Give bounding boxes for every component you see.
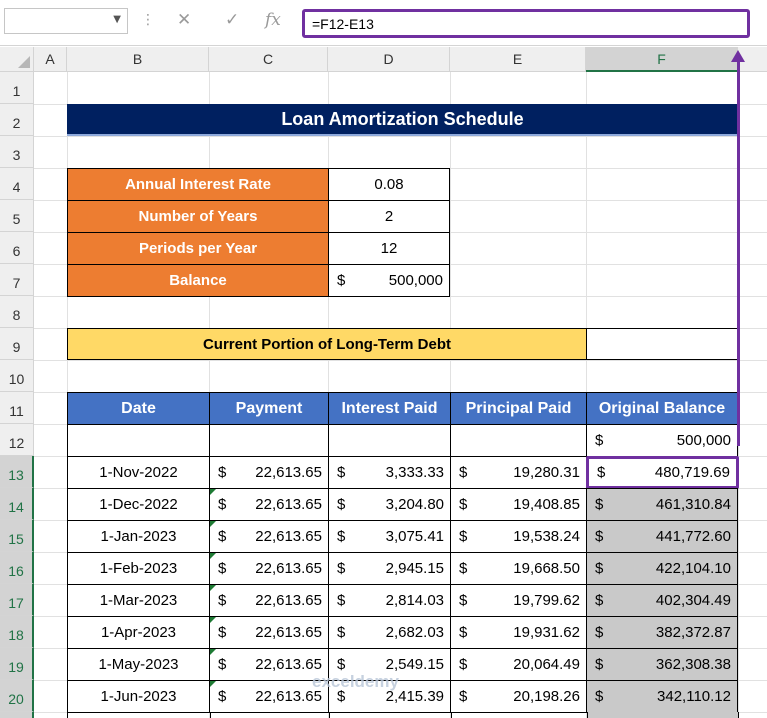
amount: 19,668.50: [513, 560, 580, 577]
error-indicator-icon: [210, 553, 216, 559]
currency-symbol: $: [459, 560, 468, 577]
currency-symbol: $: [595, 656, 604, 673]
date-cell[interactable]: 1-Jan-2023: [67, 520, 210, 553]
currency-symbol: $: [218, 624, 227, 641]
table-row: [67, 488, 738, 521]
row-header-20[interactable]: 20: [0, 680, 34, 712]
balance-cell[interactable]: [586, 616, 738, 649]
select-all-triangle-icon: [18, 56, 30, 68]
payment-cell[interactable]: [209, 456, 329, 489]
row-header-7[interactable]: 7: [0, 264, 34, 296]
amount: 19,280.31: [513, 464, 580, 481]
amount: 22,613.65: [255, 688, 322, 705]
row-header-21[interactable]: [0, 712, 34, 718]
principal-cell[interactable]: [450, 520, 587, 553]
principal-cell[interactable]: [450, 616, 587, 649]
date-cell[interactable]: 1-Dec-2022: [67, 488, 210, 521]
table-row: [67, 456, 738, 489]
date-cell[interactable]: 1-Apr-2023: [67, 616, 210, 649]
column-header-c[interactable]: C: [209, 47, 328, 72]
currency-symbol: $: [595, 496, 604, 513]
table-cell[interactable]: [328, 424, 451, 457]
insert-function-icon[interactable]: fx: [265, 10, 281, 30]
amount: 20,198.26: [513, 688, 580, 705]
param-label-periods[interactable]: Periods per Year: [67, 232, 329, 265]
table-row-partial: [67, 712, 738, 718]
amount: 342,110.12: [657, 688, 731, 705]
amount: 22,613.65: [255, 528, 322, 545]
watermark: exceldemy: [312, 672, 399, 691]
row-header-17[interactable]: 17: [0, 584, 34, 616]
currency-symbol: $: [337, 688, 346, 705]
gridline: [34, 136, 767, 137]
currency-symbol: $: [218, 656, 227, 673]
currency-symbol: $: [595, 560, 604, 577]
column-header-f[interactable]: F: [586, 47, 738, 72]
amount: 22,613.65: [255, 496, 322, 513]
error-indicator-icon: [210, 521, 216, 527]
currency-symbol: $: [459, 688, 468, 705]
table-row: [67, 520, 738, 553]
principal-cell[interactable]: [450, 488, 587, 521]
amount: 22,613.65: [255, 624, 322, 641]
currency-symbol: $: [218, 592, 227, 609]
table-header-interest[interactable]: Interest Paid: [328, 392, 451, 425]
currency-symbol: $: [337, 624, 346, 641]
param-label-rate[interactable]: Annual Interest Rate: [67, 168, 329, 201]
principal-cell[interactable]: [450, 552, 587, 585]
principal-cell[interactable]: [450, 584, 587, 617]
table-row: [67, 648, 738, 681]
interest-cell[interactable]: [328, 520, 451, 553]
balance-cell[interactable]: [586, 648, 738, 681]
row-header-6[interactable]: 6: [0, 232, 34, 264]
more-options-icon: ⋮: [141, 12, 155, 28]
currency-symbol: $: [595, 528, 604, 545]
currency-symbol: $: [459, 464, 468, 481]
opening-balance-cell[interactable]: [586, 424, 738, 457]
amount: 19,408.85: [513, 496, 580, 513]
select-all-corner[interactable]: [0, 47, 34, 72]
amount: 3,075.41: [385, 528, 444, 545]
amount: 441,772.60: [655, 528, 731, 545]
column-header-b[interactable]: B: [67, 47, 209, 72]
date-cell[interactable]: 1-Feb-2023: [67, 552, 210, 585]
balance-cell[interactable]: [586, 488, 738, 521]
row-header-4[interactable]: 4: [0, 168, 34, 200]
payment-cell[interactable]: [209, 520, 329, 553]
table-row: [67, 680, 738, 713]
table-cell[interactable]: [67, 424, 210, 457]
row-header-5[interactable]: 5: [0, 200, 34, 232]
amount: 19,931.62: [513, 624, 580, 641]
amount: 500,000: [388, 272, 443, 289]
formula-bar: [0, 0, 767, 46]
row-header-1[interactable]: 1: [0, 72, 34, 104]
amount: 2,682.03: [385, 624, 444, 641]
currency-symbol: $: [337, 496, 346, 513]
amount: 22,613.65: [255, 560, 322, 577]
row-header-9[interactable]: 9: [0, 328, 34, 360]
table-cell[interactable]: [450, 424, 587, 457]
error-indicator-icon: [210, 585, 216, 591]
schedule-title[interactable]: Loan Amortization Schedule: [67, 104, 738, 136]
amount: 22,613.65: [255, 656, 322, 673]
column-header-d[interactable]: D: [328, 47, 450, 72]
amount: 20,064.49: [513, 656, 580, 673]
amount: 3,204.80: [385, 496, 444, 513]
interest-cell[interactable]: [328, 584, 451, 617]
payment-cell[interactable]: [209, 616, 329, 649]
chevron-down-icon[interactable]: ▼: [113, 14, 121, 25]
currency-symbol: $: [218, 496, 227, 513]
row-header-8[interactable]: 8: [0, 296, 34, 328]
row-header-11[interactable]: 11: [0, 392, 34, 424]
param-value-years[interactable]: 2: [328, 200, 450, 233]
date-cell[interactable]: 1-Mar-2023: [67, 584, 210, 617]
table-header-principal[interactable]: Principal Paid: [450, 392, 587, 425]
amount: 402,304.49: [655, 592, 731, 609]
currency-symbol: $: [218, 560, 227, 577]
balance-cell[interactable]: [586, 680, 738, 713]
date-cell[interactable]: 1-Nov-2022: [67, 456, 210, 489]
currency-symbol: $: [218, 528, 227, 545]
interest-cell[interactable]: [328, 456, 451, 489]
cell-border: [329, 712, 330, 718]
cell-border: [451, 712, 452, 718]
amount: 3,333.33: [385, 464, 444, 481]
amount: 19,538.24: [513, 528, 580, 545]
date-cell[interactable]: 1-Jun-2023: [67, 680, 210, 713]
enter-icon[interactable]: ✓: [225, 10, 240, 30]
row-header-13[interactable]: 13: [0, 456, 34, 488]
cancel-icon[interactable]: ✕: [177, 10, 192, 30]
amount: 2,814.03: [385, 592, 444, 609]
currency-symbol: $: [337, 560, 346, 577]
currency-symbol: $: [597, 464, 606, 481]
error-indicator-icon: [210, 617, 216, 623]
balance-cell[interactable]: [586, 552, 738, 585]
amount: 461,310.84: [655, 496, 731, 513]
currency-symbol: $: [595, 624, 604, 641]
amount: 2,415.39: [385, 688, 444, 705]
error-indicator-icon: [210, 681, 216, 687]
amount: 22,613.65: [255, 592, 322, 609]
param-value-rate[interactable]: 0.08: [328, 168, 450, 201]
currency-symbol: $: [459, 592, 468, 609]
annotation-arrow-line: [737, 58, 740, 446]
param-label-years[interactable]: Number of Years: [67, 200, 329, 233]
currency-symbol: $: [337, 272, 346, 289]
amount: 2,945.15: [385, 560, 444, 577]
interest-cell[interactable]: [328, 552, 451, 585]
error-indicator-icon: [210, 489, 216, 495]
currency-symbol: $: [337, 656, 346, 673]
amount: 382,372.87: [655, 624, 731, 641]
table-header-date[interactable]: Date: [67, 392, 210, 425]
principal-cell[interactable]: [450, 680, 587, 713]
cell-border: [210, 712, 211, 718]
currency-symbol: $: [459, 624, 468, 641]
row-header-12[interactable]: 12: [0, 424, 34, 456]
payment-cell[interactable]: [209, 552, 329, 585]
param-label-balance[interactable]: Balance: [67, 264, 329, 297]
currency-symbol: $: [459, 496, 468, 513]
payment-cell[interactable]: [209, 584, 329, 617]
gridline: [34, 360, 767, 361]
date-cell[interactable]: 1-May-2023: [67, 648, 210, 681]
payment-cell[interactable]: [209, 680, 329, 713]
row-header-3[interactable]: 3: [0, 136, 34, 168]
row-header-15[interactable]: 15: [0, 520, 34, 552]
formula-input[interactable]: =F12-E13: [302, 9, 750, 38]
amount: 422,104.10: [655, 560, 731, 577]
table-header-balance[interactable]: Original Balance: [586, 392, 738, 425]
param-value-balance[interactable]: [328, 264, 450, 297]
error-indicator-icon: [210, 649, 216, 655]
amount: 19,799.62: [513, 592, 580, 609]
row-header-10[interactable]: 10: [0, 360, 34, 392]
currency-symbol: $: [337, 464, 346, 481]
column-header-e[interactable]: E: [450, 47, 586, 72]
currency-symbol: $: [337, 528, 346, 545]
principal-cell[interactable]: [450, 648, 587, 681]
amount: 500,000: [676, 432, 731, 449]
amount: 2,549.15: [385, 656, 444, 673]
currency-symbol: $: [337, 592, 346, 609]
table-header-payment[interactable]: Payment: [209, 392, 329, 425]
column-header-a[interactable]: A: [34, 47, 67, 72]
payment-cell[interactable]: [209, 488, 329, 521]
currency-symbol: $: [218, 688, 227, 705]
row-header-16[interactable]: 16: [0, 552, 34, 584]
row-header-14[interactable]: 14: [0, 488, 34, 520]
annotation-arrow-head-icon: [731, 50, 745, 62]
table-row: [67, 552, 738, 585]
name-box[interactable]: [4, 8, 128, 34]
current-portion-value[interactable]: [586, 328, 738, 360]
balance-cell[interactable]: [586, 520, 738, 553]
currency-symbol: $: [459, 528, 468, 545]
currency-symbol: $: [218, 464, 227, 481]
table-row: [67, 584, 738, 617]
currency-symbol: $: [595, 688, 604, 705]
balance-cell: [587, 712, 739, 718]
active-cell-balance[interactable]: [586, 456, 739, 489]
principal-cell[interactable]: [450, 456, 587, 489]
payment-cell[interactable]: [209, 648, 329, 681]
param-value-periods[interactable]: 12: [328, 232, 450, 265]
row-header-18[interactable]: 18: [0, 616, 34, 648]
table-cell[interactable]: [209, 424, 329, 457]
currency-symbol: $: [595, 592, 604, 609]
amount: 22,613.65: [255, 464, 322, 481]
interest-cell[interactable]: [328, 616, 451, 649]
balance-cell[interactable]: [586, 584, 738, 617]
currency-symbol: $: [459, 656, 468, 673]
current-portion-label[interactable]: Current Portion of Long-Term Debt: [67, 328, 587, 360]
amount: 480,719.69: [654, 464, 730, 481]
amount: 362,308.38: [655, 656, 731, 673]
currency-symbol: $: [595, 432, 604, 449]
table-row: [67, 616, 738, 649]
row-header-2[interactable]: 2: [0, 104, 34, 136]
row-header-19[interactable]: 19: [0, 648, 34, 680]
interest-cell[interactable]: [328, 488, 451, 521]
